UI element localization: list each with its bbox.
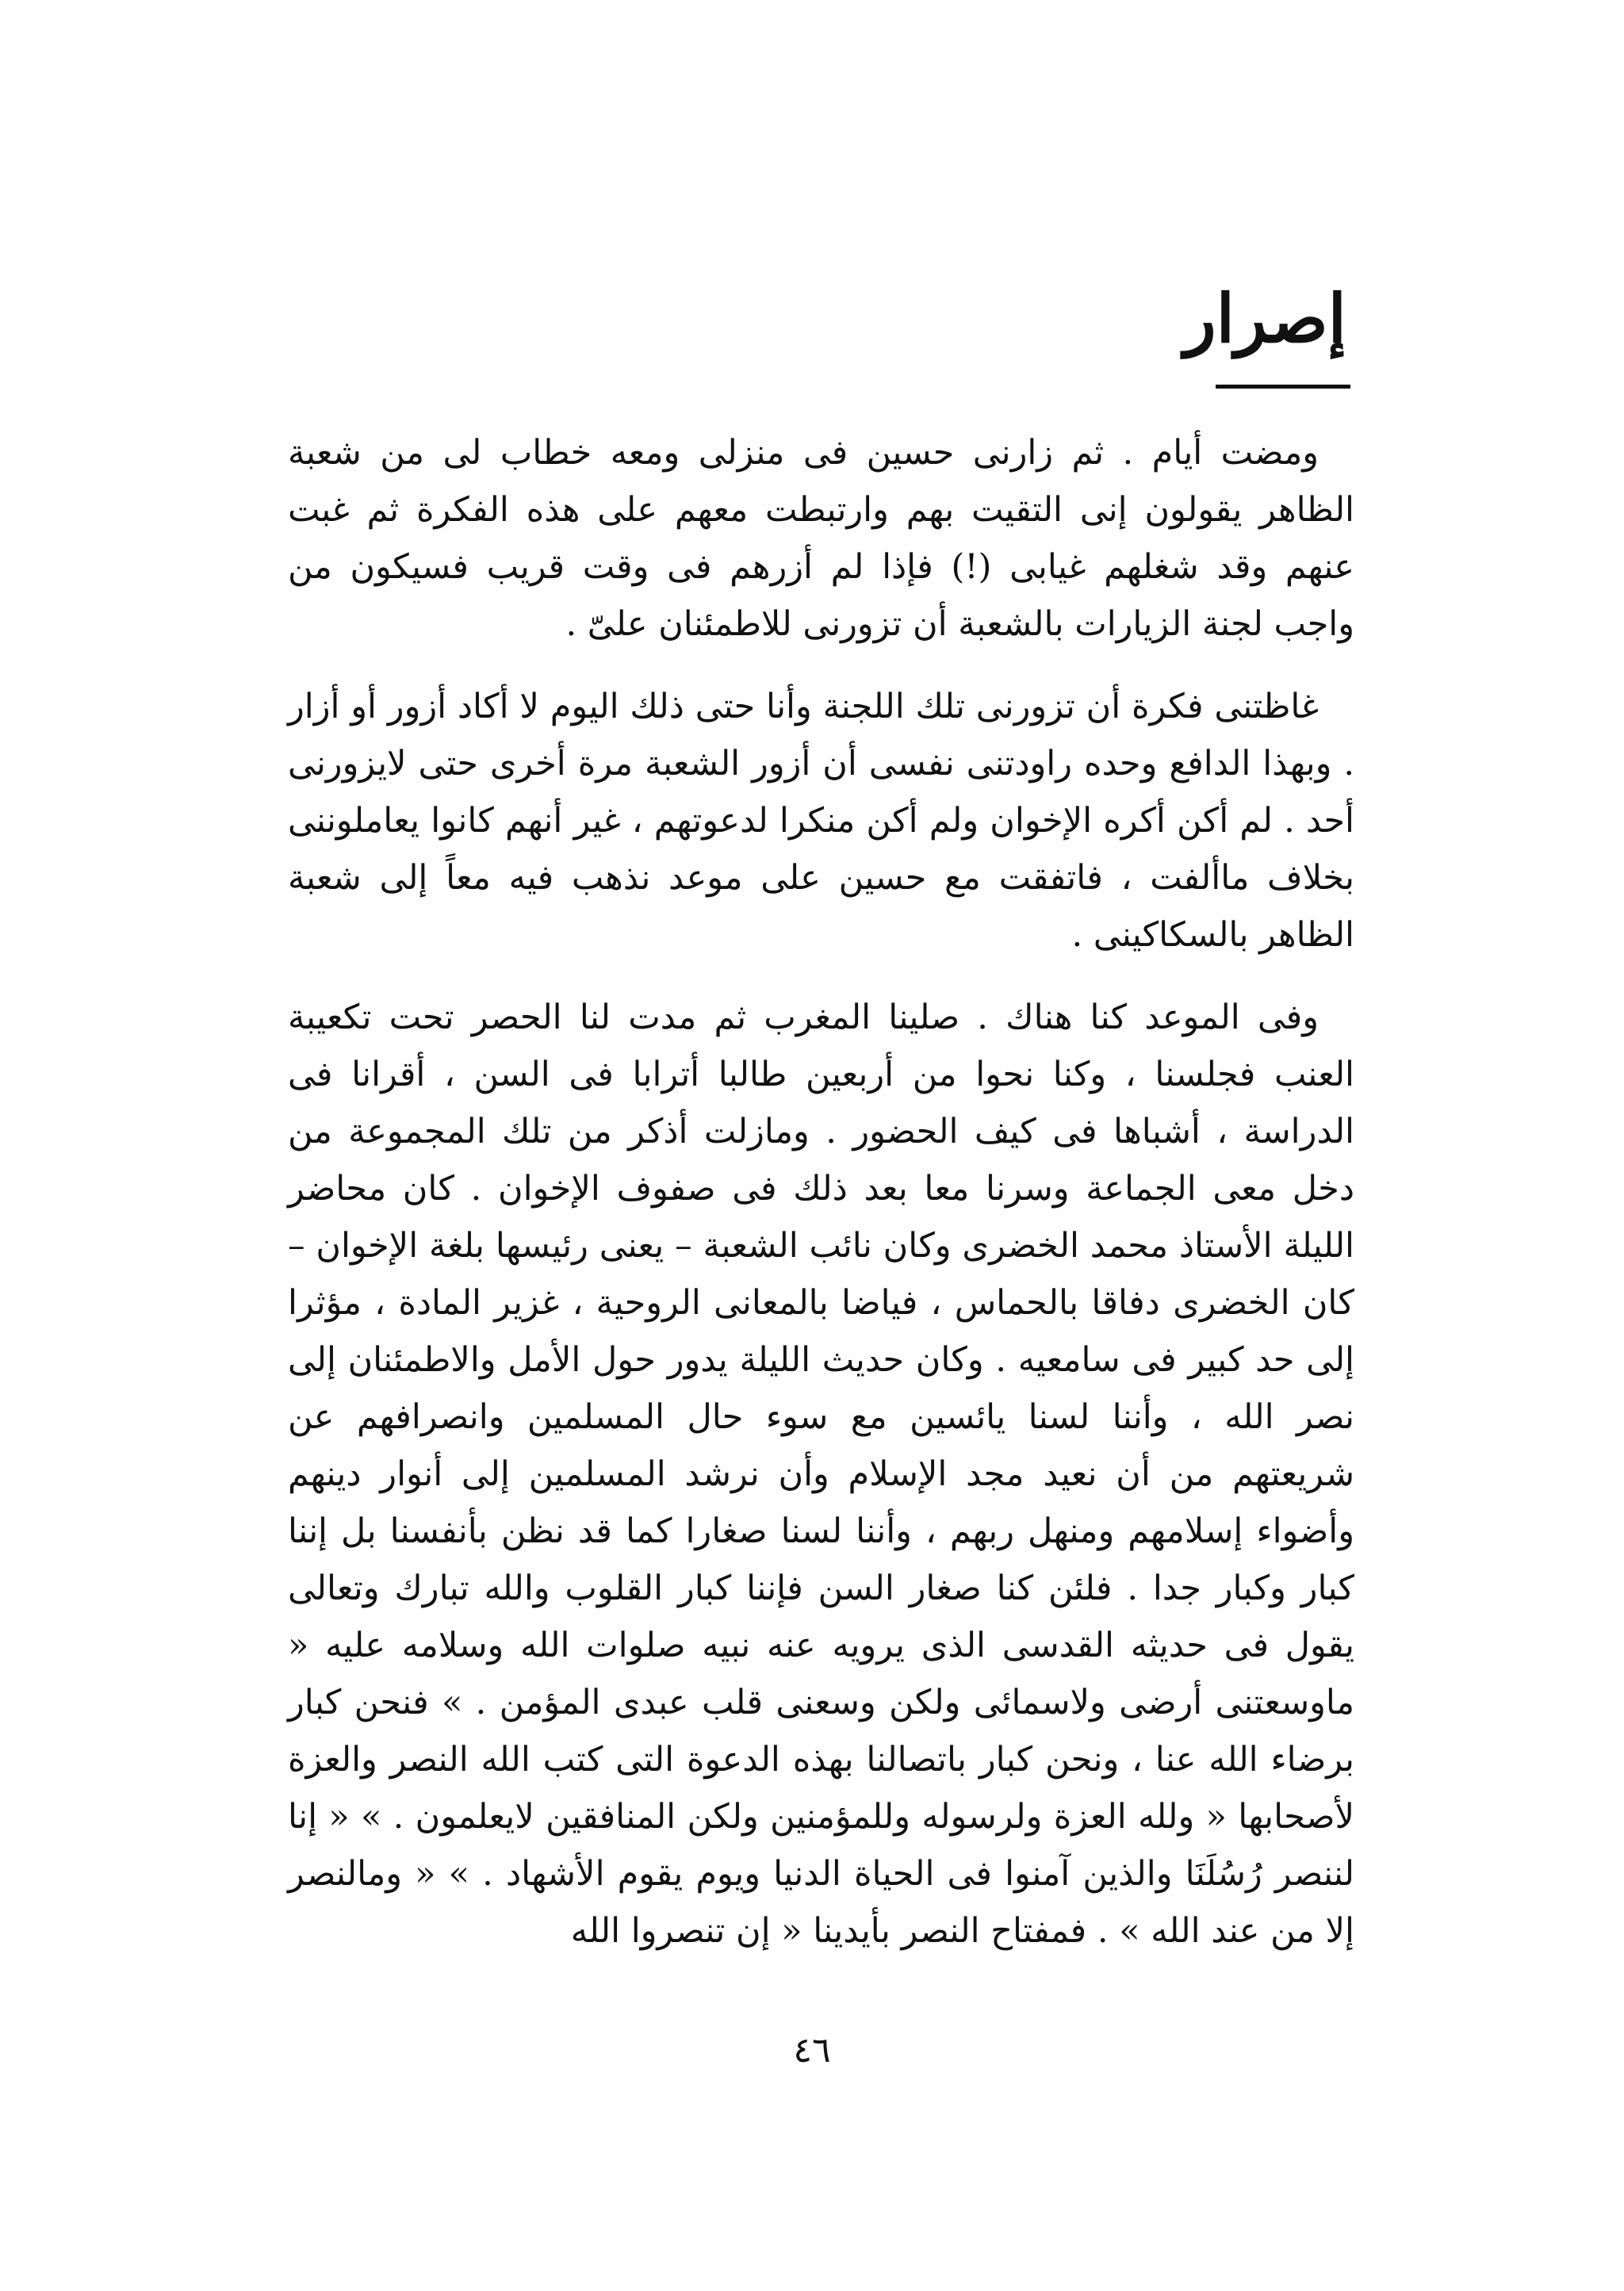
page-number: ٤٦ (793, 2030, 831, 2071)
chapter-title: إصرار (1184, 279, 1346, 358)
body-text (288, 424, 1354, 1985)
paragraph: ومضت أيام . ثم زارنى حسين فى منزلى ومعه خطاب لى من شعبة الظاهر يقولون إنى التقيت بهم وارتبطت معهم على هذه الفكرة ثم غبت عنهم وقد شغلهم غيابى (!) فإذا لم أزرهم فى وقت قريب فسيكون من واجب لجنة الزيارات بالشعبة أن تزورنى للاطمئنان علىّ . (288, 433, 1354, 644)
paragraph: غاظتنى فكرة أن تزورنى تلك اللجنة وأنا حتى ذلك اليوم لا أكاد أزور أو أزار . وبهذا الدافع وحده راودتنى نفسى أن أزور الشعبة مرة أخرى حتى لايزورنى أحد . لم أكن أكره الإخوان ولم أكن منكرا لدعوتهم ، غير أنهم كانوا يعاملوننى بخلاف ماألفت ، فاتفقت مع حسين على موعد نذهب فيه معاً إلى شعبة الظاهر بالسكاكينى . (288, 687, 1354, 955)
title-underline (1216, 385, 1350, 389)
paragraph: وفى الموعد كنا هناك . صلينا المغرب ثم مدت لنا الحصر تحت تكعيبة العنب فجلسنا ، وكنا نحوا من أربعين طالبا أترابا فى السن ، أقرانا فى الدراسة ، أشباها فى كيف الحضور . ومازلت أذكر من تلك المجموعة من دخل معى الجماعة وسرنا معا بعد ذلك فى صفوف الإخوان . كان محاضر الليلة الأستاذ محمد الخضرى وكان نائب الشعبة – يعنى رئيسها بلغة الإخوان – كان الخضرى دفاقا بالحماس ، فياضا بالمعانى الروحية ، غزير المادة ، مؤثرا إلى حد كبير فى سامعيه . وكان حديث الليلة يدور حول الأمل والاطمئنان إلى نصر الله ، وأننا لسنا يائسين مع سوء حال المسلمين وانصرافهم عن شريعتهم من أن نعيد مجد الإسلام وأن نرشد المسلمين إلى أنوار دينهم وأضواء إسلامهم ومنهل ربهم ، وأننا لسنا صغارا كما قد نظن بأنفسنا بل إننا كبار وكبار جدا . فلئن كنا صغار السن فإننا كبار القلوب والله تبارك وتعالى يقول فى حديثه القدسى الذى يرويه عنه نبيه صلوات الله وسلامه عليه « ماوسعتنى أرضى ولاسمائى ولكن وسعنى قلب عبدى المؤمن . » فنحن كبار برضاء الله عنا ، ونحن كبار باتصالنا بهذه الدعوة التى كتب الله النصر والعزة لأصحابها « ولله العزة ولرسوله وللمؤمنين ولكن المنافقين لايعلمون . » « إنا لننصر رُسُلَنَا والذين آمنوا فى الحياة الدنيا ويوم يقوم الأشهاد . » « ومالنصر إلا من عند الله » . فمفتاح النصر بأيدينا « إن تنصروا الله (288, 998, 1354, 1951)
